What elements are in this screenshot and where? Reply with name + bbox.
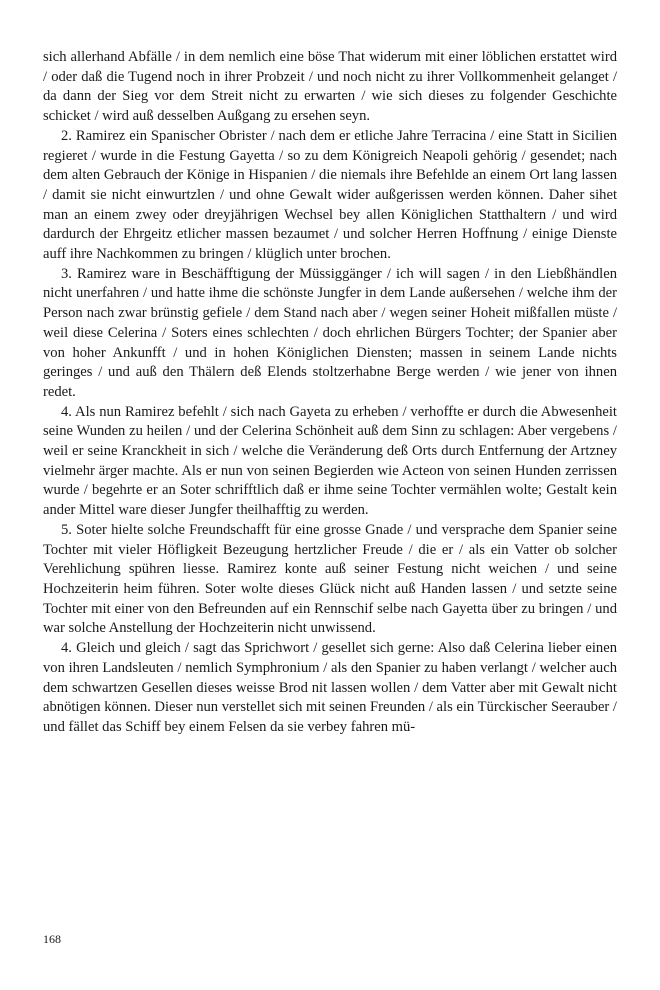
- page-number: 168: [43, 932, 61, 946]
- paragraph-6: 4. Gleich und gleich / sagt das Sprichwort / gesellet sich gerne: Also daß Celerina lieber einen von ihren Landsleuten / nemlich Symphronium / als den Spanier zu haben verlangt / welcher auch dem schwartzen Gesellen dieses weisse Brod nit lassen wollen / dem Vatter aber mit Gewalt nicht abnötigen können. Dieser nun verstellet sich mit seinen Freunden / als ein Türckischer Seerauber / und fället das Schiff bey einem Felsen da sie verbey fahren mü-: [43, 640, 617, 735]
- paragraph-5: 5. Soter hielte solche Freundschafft für eine grosse Gnade / und versprache dem Spanier seine Tochter mit vieler Höfligkeit Bezeugung hertzlicher Freude / die er / als ein Vatter ob solcher Verehlichung spühren liesse. Ramirez konte auß seiner Festung nicht weichen / und seine Hochzeiterin heim führen. Soter wolte dieses Glück nicht auß Handen lassen / und setzte seine Tochter mit einer von den Befreunden auf ein Rennschif selbe nach Gayetta über zu bringen / und war solche Anstellung der Hochzeiterin nicht unwissend.: [43, 521, 617, 637]
- text-block: [43, 48, 617, 738]
- page-body: [43, 48, 617, 738]
- paragraph-4: 4. Als nun Ramirez befehlt / sich nach Gayeta zu erheben / verhoffte er durch die Abwesenheit seine Wunden zu heilen / und der Celerina Schönheit auß dem Sinn zu schlagen: Aber vergebens / weil er seine Kranckheit in sich / welche die Veränderung deß Orts durch Entfernung der Artzney vielmehr ärger machte. Als er nun von seinen Begierden wie Acteon von seinen Hunden zerrissen wurde / begehrte er an Soter schrifftlich daß er ihme seine Tochter vermählen wolte; Gestalt kein ander Mittel ware dieser Jungfer theilhafftig zu werden.: [43, 403, 617, 519]
- paragraph-3: 3. Ramirez ware in Beschäfftigung der Müssiggänger / ich will sagen / in den Liebßhändlen nicht unerfahren / und hatte ihme die schönste Jungfer in dem Lande außersehen / welche ihm der Person nach zwar brünstig gefiele / dem Stand nach aber / wegen seiner Hoheit mißfallen müste / weil diese Celerina / Soters eines schlechten / doch ehrlichen Bürgers Tochter; der Spanier aber von hoher Ankunfft / und in hohen Königlichen Diensten; massen in seinem Lande nichts geringes / und auß den Thälern deß Elends stoltzerhabne Berge werden / wie jener von ihnen redet.: [43, 265, 617, 400]
- paragraph-2: 2. Ramirez ein Spanischer Obrister / nach dem er etliche Jahre Terracina / eine Statt in Sicilien regieret / wurde in die Festung Gayetta / so zu dem Königreich Neapoli gehörig / gesendet; nach dem alten Gebrauch der Könige in Hispanien / die niemals ihre Befehlde an einem Ort lang lassen / damit sie nicht einwurtzlen / und ohne Gewalt wider außgerissen werden können. Daher sihet man an einem zwey oder dreyjährigen Wechsel bey allen Königlichen Statthaltern / und wird dardurch der Ehrgeitz etlicher massen bezaumet / und solcher Herren Hoffnung / einige Dienste auff ihre Nachkommen zu bringen / klüglich unter brochen.: [43, 127, 617, 263]
- paragraph-continuation: sich allerhand Abfälle / in dem nemlich eine böse That widerum mit einer löblichen erstattet wird / oder daß die Tugend noch in ihrer Probzeit / und noch nicht zu ihrer Vollkommenheit gelanget / da dann der Sieg vor dem Streit nicht zu erwarten / wie sich dieses zu folgender Geschichte schicket / wird auß desselben Außgang zu ersehen seyn.: [43, 49, 617, 125]
